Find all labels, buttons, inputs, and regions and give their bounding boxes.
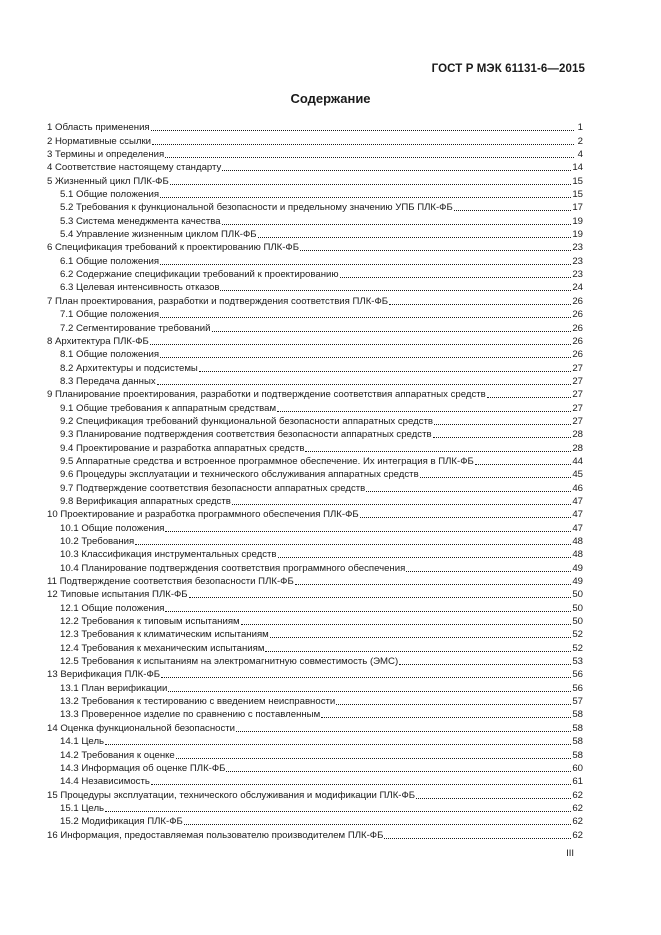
standard-header: ГОСТ Р МЭК 61131-6—2015 bbox=[431, 63, 585, 75]
toc-entry-page: 49 bbox=[572, 562, 583, 574]
toc-entry[interactable] bbox=[47, 427, 583, 440]
page-number: III bbox=[566, 848, 574, 859]
toc-leader-dots bbox=[321, 716, 571, 718]
toc-entry[interactable] bbox=[47, 814, 583, 827]
toc-leader-dots bbox=[258, 236, 572, 238]
toc-entry-page: 50 bbox=[572, 602, 583, 614]
toc-leader-dots bbox=[151, 129, 574, 131]
toc-entry-page: 27 bbox=[572, 375, 583, 387]
toc-entry[interactable] bbox=[47, 747, 583, 760]
toc-entry[interactable] bbox=[47, 534, 583, 547]
toc-entry-page: 27 bbox=[572, 402, 583, 414]
toc-leader-dots bbox=[366, 490, 571, 492]
toc-entry[interactable] bbox=[47, 120, 583, 133]
toc-entry-page: 49 bbox=[572, 576, 583, 588]
toc-entry[interactable] bbox=[47, 694, 583, 707]
toc-entry-page: 57 bbox=[572, 696, 583, 708]
toc-leader-dots bbox=[434, 423, 571, 425]
toc-entry[interactable] bbox=[47, 440, 583, 453]
toc-leader-dots bbox=[160, 196, 571, 198]
toc-entry-page: 52 bbox=[572, 642, 583, 654]
toc-entry[interactable] bbox=[47, 200, 583, 213]
toc-entry-title: 14 Оценка функциональной безопасности bbox=[47, 722, 236, 734]
toc-entry-page: 28 bbox=[572, 442, 583, 454]
toc-leader-dots bbox=[170, 183, 572, 185]
toc-leader-dots bbox=[406, 570, 571, 572]
toc-entry-title: 9.8 Верификация аппаратных средств bbox=[60, 495, 231, 507]
toc-entry-page: 58 bbox=[572, 736, 583, 748]
toc-leader-dots bbox=[232, 503, 571, 505]
toc-leader-dots bbox=[165, 530, 571, 532]
toc-entry-title: 6.2 Содержание спецификации требований к проектированию bbox=[60, 269, 339, 281]
toc-entry-title: 16 Информация, предоставляемая пользователю производителем ПЛК-ФБ bbox=[47, 829, 384, 841]
toc-leader-dots bbox=[265, 650, 571, 652]
toc-entry[interactable] bbox=[47, 293, 583, 306]
toc-entry[interactable] bbox=[47, 187, 583, 200]
toc-entry[interactable] bbox=[47, 667, 583, 680]
toc-entry-title: 6.3 Целевая интенсивность отказов bbox=[60, 282, 220, 294]
toc-entry-page: 50 bbox=[572, 589, 583, 601]
toc-entry[interactable] bbox=[47, 574, 583, 587]
toc-leader-dots bbox=[384, 837, 571, 839]
toc-entry-title: 13.3 Проверенное изделие по сравнению с поставленным bbox=[60, 709, 321, 721]
toc-entry[interactable] bbox=[47, 734, 583, 747]
toc-entry-title: 8.3 Передача данных bbox=[60, 375, 156, 387]
toc-entry-page: 47 bbox=[572, 522, 583, 534]
toc-entry-title: 9 Планирование проектирования, разработки и подтверждение соответствия аппаратных средств bbox=[47, 389, 486, 401]
toc-leader-dots bbox=[399, 663, 571, 665]
toc-leader-dots bbox=[475, 463, 572, 465]
toc-entry-title: 12 Типовые испытания ПЛК-ФБ bbox=[47, 589, 188, 601]
toc-leader-dots bbox=[340, 276, 572, 278]
toc-entry[interactable] bbox=[47, 387, 583, 400]
toc-leader-dots bbox=[420, 476, 572, 478]
toc-leader-dots bbox=[151, 783, 571, 785]
toc-entry[interactable] bbox=[47, 761, 583, 774]
toc-entry-page: 15 bbox=[572, 175, 583, 187]
toc-entry-title: 14.1 Цель bbox=[60, 736, 105, 748]
toc-entry[interactable] bbox=[47, 627, 583, 640]
toc-entry-page: 58 bbox=[572, 709, 583, 721]
toc-leader-dots bbox=[487, 396, 572, 398]
toc-entry-title: 10 Проектирование и разработка программного обеспечения ПЛК-ФБ bbox=[47, 509, 359, 521]
toc-entry-page: 45 bbox=[572, 469, 583, 481]
toc-entry[interactable] bbox=[47, 173, 583, 186]
toc-leader-dots bbox=[184, 823, 572, 825]
toc-entry-page: 52 bbox=[572, 629, 583, 641]
toc-entry[interactable] bbox=[47, 507, 583, 520]
toc-leader-dots bbox=[305, 450, 571, 452]
toc-entry[interactable] bbox=[47, 133, 583, 146]
toc-entry-title: 12.5 Требования к испытаниям на электромагнитную совместимость (ЭМС) bbox=[60, 656, 399, 668]
toc-entry-page: 44 bbox=[572, 455, 583, 467]
toc-entry-page: 53 bbox=[572, 656, 583, 668]
toc-leader-dots bbox=[416, 797, 571, 799]
toc-entry[interactable] bbox=[47, 587, 583, 600]
toc-entry[interactable] bbox=[47, 240, 583, 253]
toc-entry[interactable] bbox=[47, 147, 583, 160]
toc-leader-dots bbox=[176, 757, 572, 759]
toc-entry-page: 62 bbox=[572, 816, 583, 828]
toc-entry-title: 15 Процедуры эксплуатации, технического обслуживания и модификации ПЛК-ФБ bbox=[47, 789, 416, 801]
toc-entry-page: 23 bbox=[572, 269, 583, 281]
toc-entry-title: 9.1 Общие требования к аппаратным средствам bbox=[60, 402, 277, 414]
toc-entry[interactable] bbox=[47, 787, 583, 800]
toc-entry-title: 15.1 Цель bbox=[60, 802, 105, 814]
toc-leader-dots bbox=[160, 263, 571, 265]
toc-leader-dots bbox=[278, 556, 572, 558]
toc-entry-page: 15 bbox=[572, 189, 583, 201]
toc-leader-dots bbox=[236, 730, 571, 732]
toc-entry[interactable] bbox=[47, 827, 583, 840]
toc-entry-title: 9.7 Подтверждение соответствия безопасности аппаратных средств bbox=[60, 482, 366, 494]
toc-leader-dots bbox=[433, 436, 572, 438]
toc-leader-dots bbox=[336, 703, 571, 705]
toc-entry-title: 12.1 Общие положения bbox=[60, 602, 165, 614]
toc-entry-page: 62 bbox=[572, 802, 583, 814]
toc-entry-page: 26 bbox=[572, 335, 583, 347]
toc-leader-dots bbox=[226, 770, 571, 772]
toc-entry-page: 62 bbox=[572, 789, 583, 801]
toc-leader-dots bbox=[168, 690, 571, 692]
toc-entry[interactable] bbox=[47, 480, 583, 493]
toc-entry[interactable] bbox=[47, 280, 583, 293]
toc-leader-dots bbox=[135, 543, 571, 545]
toc-entry-title: 14.4 Независимость bbox=[60, 776, 150, 788]
toc-entry-page: 28 bbox=[572, 429, 583, 441]
toc-entry-page: 50 bbox=[572, 616, 583, 628]
toc-entry-page: 26 bbox=[572, 295, 583, 307]
toc-entry[interactable] bbox=[47, 414, 583, 427]
toc-entry[interactable] bbox=[47, 680, 583, 693]
toc-entry-title: 6.1 Общие положения bbox=[60, 255, 160, 267]
toc-entry-title: 12.2 Требования к типовым испытаниям bbox=[60, 616, 240, 628]
toc-entry-title: 5.4 Управление жизненным циклом ПЛК-ФБ bbox=[60, 229, 257, 241]
toc-entry[interactable] bbox=[47, 360, 583, 373]
toc-leader-dots bbox=[220, 289, 571, 291]
toc-entry-title: 10.4 Планирование подтверждения соответствия программного обеспечения bbox=[60, 562, 406, 574]
toc-entry-title: 8.2 Архитектуры и подсистемы bbox=[60, 362, 198, 374]
toc-leader-dots bbox=[270, 636, 572, 638]
toc-entry-page: 24 bbox=[572, 282, 583, 294]
toc-entry[interactable] bbox=[47, 774, 583, 787]
toc-entry-title: 7 План проектирования, разработки и подтверждения соответствия ПЛК-ФБ bbox=[47, 295, 389, 307]
toc-entry-title: 2 Нормативные ссылки bbox=[47, 135, 152, 147]
toc-entry-page: 26 bbox=[572, 349, 583, 361]
toc-entry-page: 26 bbox=[572, 309, 583, 321]
toc-entry-page: 17 bbox=[572, 202, 583, 214]
toc-entry-title: 3 Термины и определения bbox=[47, 149, 165, 161]
toc-entry-title: 5.2 Требования к функциональной безопасности и предельному значению УПБ ПЛК-ФБ bbox=[60, 202, 453, 214]
toc-leader-dots bbox=[150, 343, 572, 345]
toc-entry-title: 8.1 Общие положения bbox=[60, 349, 160, 361]
toc-leader-dots bbox=[454, 209, 572, 211]
toc-entry-title: 13.2 Требования к тестированию с введением неисправности bbox=[60, 696, 336, 708]
toc-entry[interactable] bbox=[47, 227, 583, 240]
toc-entry[interactable] bbox=[47, 467, 583, 480]
toc-entry[interactable] bbox=[47, 334, 583, 347]
toc-entry-page: 46 bbox=[572, 482, 583, 494]
toc-entry[interactable] bbox=[47, 374, 583, 387]
toc-leader-dots bbox=[105, 810, 571, 812]
toc-entry-page: 1 bbox=[577, 122, 583, 134]
toc-entry[interactable] bbox=[47, 654, 583, 667]
toc-entry[interactable] bbox=[47, 600, 583, 613]
toc-entry-page: 23 bbox=[572, 242, 583, 254]
toc-leader-dots bbox=[160, 316, 571, 318]
toc-leader-dots bbox=[157, 383, 572, 385]
toc-entry[interactable] bbox=[47, 614, 583, 627]
toc-entry[interactable] bbox=[47, 560, 583, 573]
toc-entry-page: 58 bbox=[572, 722, 583, 734]
toc-entry-title: 12.4 Требования к механическим испытаниям bbox=[60, 642, 265, 654]
toc-leader-dots bbox=[212, 330, 572, 332]
toc-entry-page: 19 bbox=[572, 215, 583, 227]
toc-entry-title: 6 Спецификация требований к проектированию ПЛК-ФБ bbox=[47, 242, 300, 254]
toc-entry[interactable] bbox=[47, 707, 583, 720]
page-title: Содержание bbox=[290, 91, 371, 106]
toc-leader-dots bbox=[222, 223, 572, 225]
toc-entry-title: 10.3 Классификация инструментальных средств bbox=[60, 549, 277, 561]
toc-entry-page: 4 bbox=[577, 149, 583, 161]
toc-leader-dots bbox=[160, 356, 571, 358]
toc-entry-title: 14.3 Информация об оценке ПЛК-ФБ bbox=[60, 762, 226, 774]
toc-leader-dots bbox=[165, 610, 571, 612]
toc-entry[interactable] bbox=[47, 253, 583, 266]
toc-leader-dots bbox=[161, 676, 571, 678]
toc-entry-page: 62 bbox=[572, 829, 583, 841]
toc-leader-dots bbox=[105, 743, 571, 745]
toc-entry[interactable] bbox=[47, 160, 583, 173]
toc-entry[interactable] bbox=[47, 547, 583, 560]
toc-entry[interactable] bbox=[47, 720, 583, 733]
toc-entry-title: 4 Соответствие настоящему стандарту bbox=[47, 162, 222, 174]
toc-entry[interactable] bbox=[47, 520, 583, 533]
toc-leader-dots bbox=[300, 249, 571, 251]
toc-entry-page: 19 bbox=[572, 229, 583, 241]
toc-entry-page: 26 bbox=[572, 322, 583, 334]
toc-entry-page: 27 bbox=[572, 389, 583, 401]
toc-entry-page: 47 bbox=[572, 509, 583, 521]
toc-entry-page: 56 bbox=[572, 669, 583, 681]
toc-entry-page: 27 bbox=[572, 415, 583, 427]
toc-entry[interactable] bbox=[47, 347, 583, 360]
toc-entry-title: 9.5 Аппаратные средства и встроенное программное обеспечение. Их интеграция в ПЛК-ФБ bbox=[60, 455, 474, 467]
toc-entry[interactable] bbox=[47, 320, 583, 333]
toc-entry-title: 9.6 Процедуры эксплуатации и технического обслуживания аппаратных средств bbox=[60, 469, 419, 481]
toc-entry-title: 13.1 План верификации bbox=[60, 682, 168, 694]
toc-entry-page: 2 bbox=[577, 135, 583, 147]
toc-entry-title: 5 Жизненный цикл ПЛК-ФБ bbox=[47, 175, 169, 187]
toc-leader-dots bbox=[222, 169, 571, 171]
toc-entry[interactable] bbox=[47, 494, 583, 507]
toc-leader-dots bbox=[152, 143, 574, 145]
toc-entry-page: 61 bbox=[572, 776, 583, 788]
toc-entry[interactable] bbox=[47, 213, 583, 226]
toc-entry-page: 27 bbox=[572, 362, 583, 374]
toc-entry-page: 56 bbox=[572, 682, 583, 694]
toc-entry[interactable] bbox=[47, 267, 583, 280]
toc-entry-page: 58 bbox=[572, 749, 583, 761]
toc-leader-dots bbox=[189, 596, 572, 598]
toc-entry-title: 8 Архитектура ПЛК-ФБ bbox=[47, 335, 149, 347]
toc-leader-dots bbox=[199, 370, 572, 372]
toc-entry-page: 14 bbox=[572, 162, 583, 174]
toc-entry-page: 47 bbox=[572, 495, 583, 507]
toc-entry-page: 60 bbox=[572, 762, 583, 774]
toc-entry[interactable] bbox=[47, 640, 583, 653]
toc-entry-title: 1 Область применения bbox=[47, 122, 150, 134]
toc-entry-title: 12.3 Требования к климатическим испытаниям bbox=[60, 629, 269, 641]
toc-entry-title: 11 Подтверждение соответствия безопасности ПЛК-ФБ bbox=[47, 576, 294, 588]
toc-entry[interactable] bbox=[47, 400, 583, 413]
toc-entry-title: 5.3 Система менеджмента качества bbox=[60, 215, 221, 227]
table-of-contents bbox=[47, 120, 583, 841]
toc-entry-page: 48 bbox=[572, 549, 583, 561]
toc-entry-title: 5.1 Общие положения bbox=[60, 189, 160, 201]
toc-leader-dots bbox=[241, 623, 572, 625]
toc-entry[interactable] bbox=[47, 454, 583, 467]
toc-entry-title: 15.2 Модификация ПЛК-ФБ bbox=[60, 816, 183, 828]
toc-entry-title: 13 Верификация ПЛК-ФБ bbox=[47, 669, 161, 681]
toc-entry-title: 7.2 Сегментирование требований bbox=[60, 322, 211, 334]
toc-entry-title: 14.2 Требования к оценке bbox=[60, 749, 175, 761]
toc-entry-page: 23 bbox=[572, 255, 583, 267]
toc-leader-dots bbox=[389, 303, 571, 305]
toc-leader-dots bbox=[360, 516, 572, 518]
toc-leader-dots bbox=[277, 410, 571, 412]
toc-entry-page: 48 bbox=[572, 536, 583, 547]
toc-leader-dots bbox=[165, 156, 574, 158]
toc-entry[interactable] bbox=[47, 307, 583, 320]
toc-entry[interactable] bbox=[47, 801, 583, 814]
toc-entry-title: 7.1 Общие положения bbox=[60, 309, 160, 321]
toc-entry-title: 9.3 Планирование подтверждения соответствия безопасности аппаратных средств bbox=[60, 429, 432, 441]
toc-entry-title: 10.2 Требования bbox=[60, 536, 135, 547]
toc-entry-title: 9.2 Спецификация требований функциональной безопасности аппаратных средств bbox=[60, 415, 434, 427]
toc-leader-dots bbox=[295, 583, 572, 585]
toc-entry-title: 9.4 Проектирование и разработка аппаратных средств bbox=[60, 442, 305, 454]
toc-entry-title: 10.1 Общие положения bbox=[60, 522, 165, 534]
